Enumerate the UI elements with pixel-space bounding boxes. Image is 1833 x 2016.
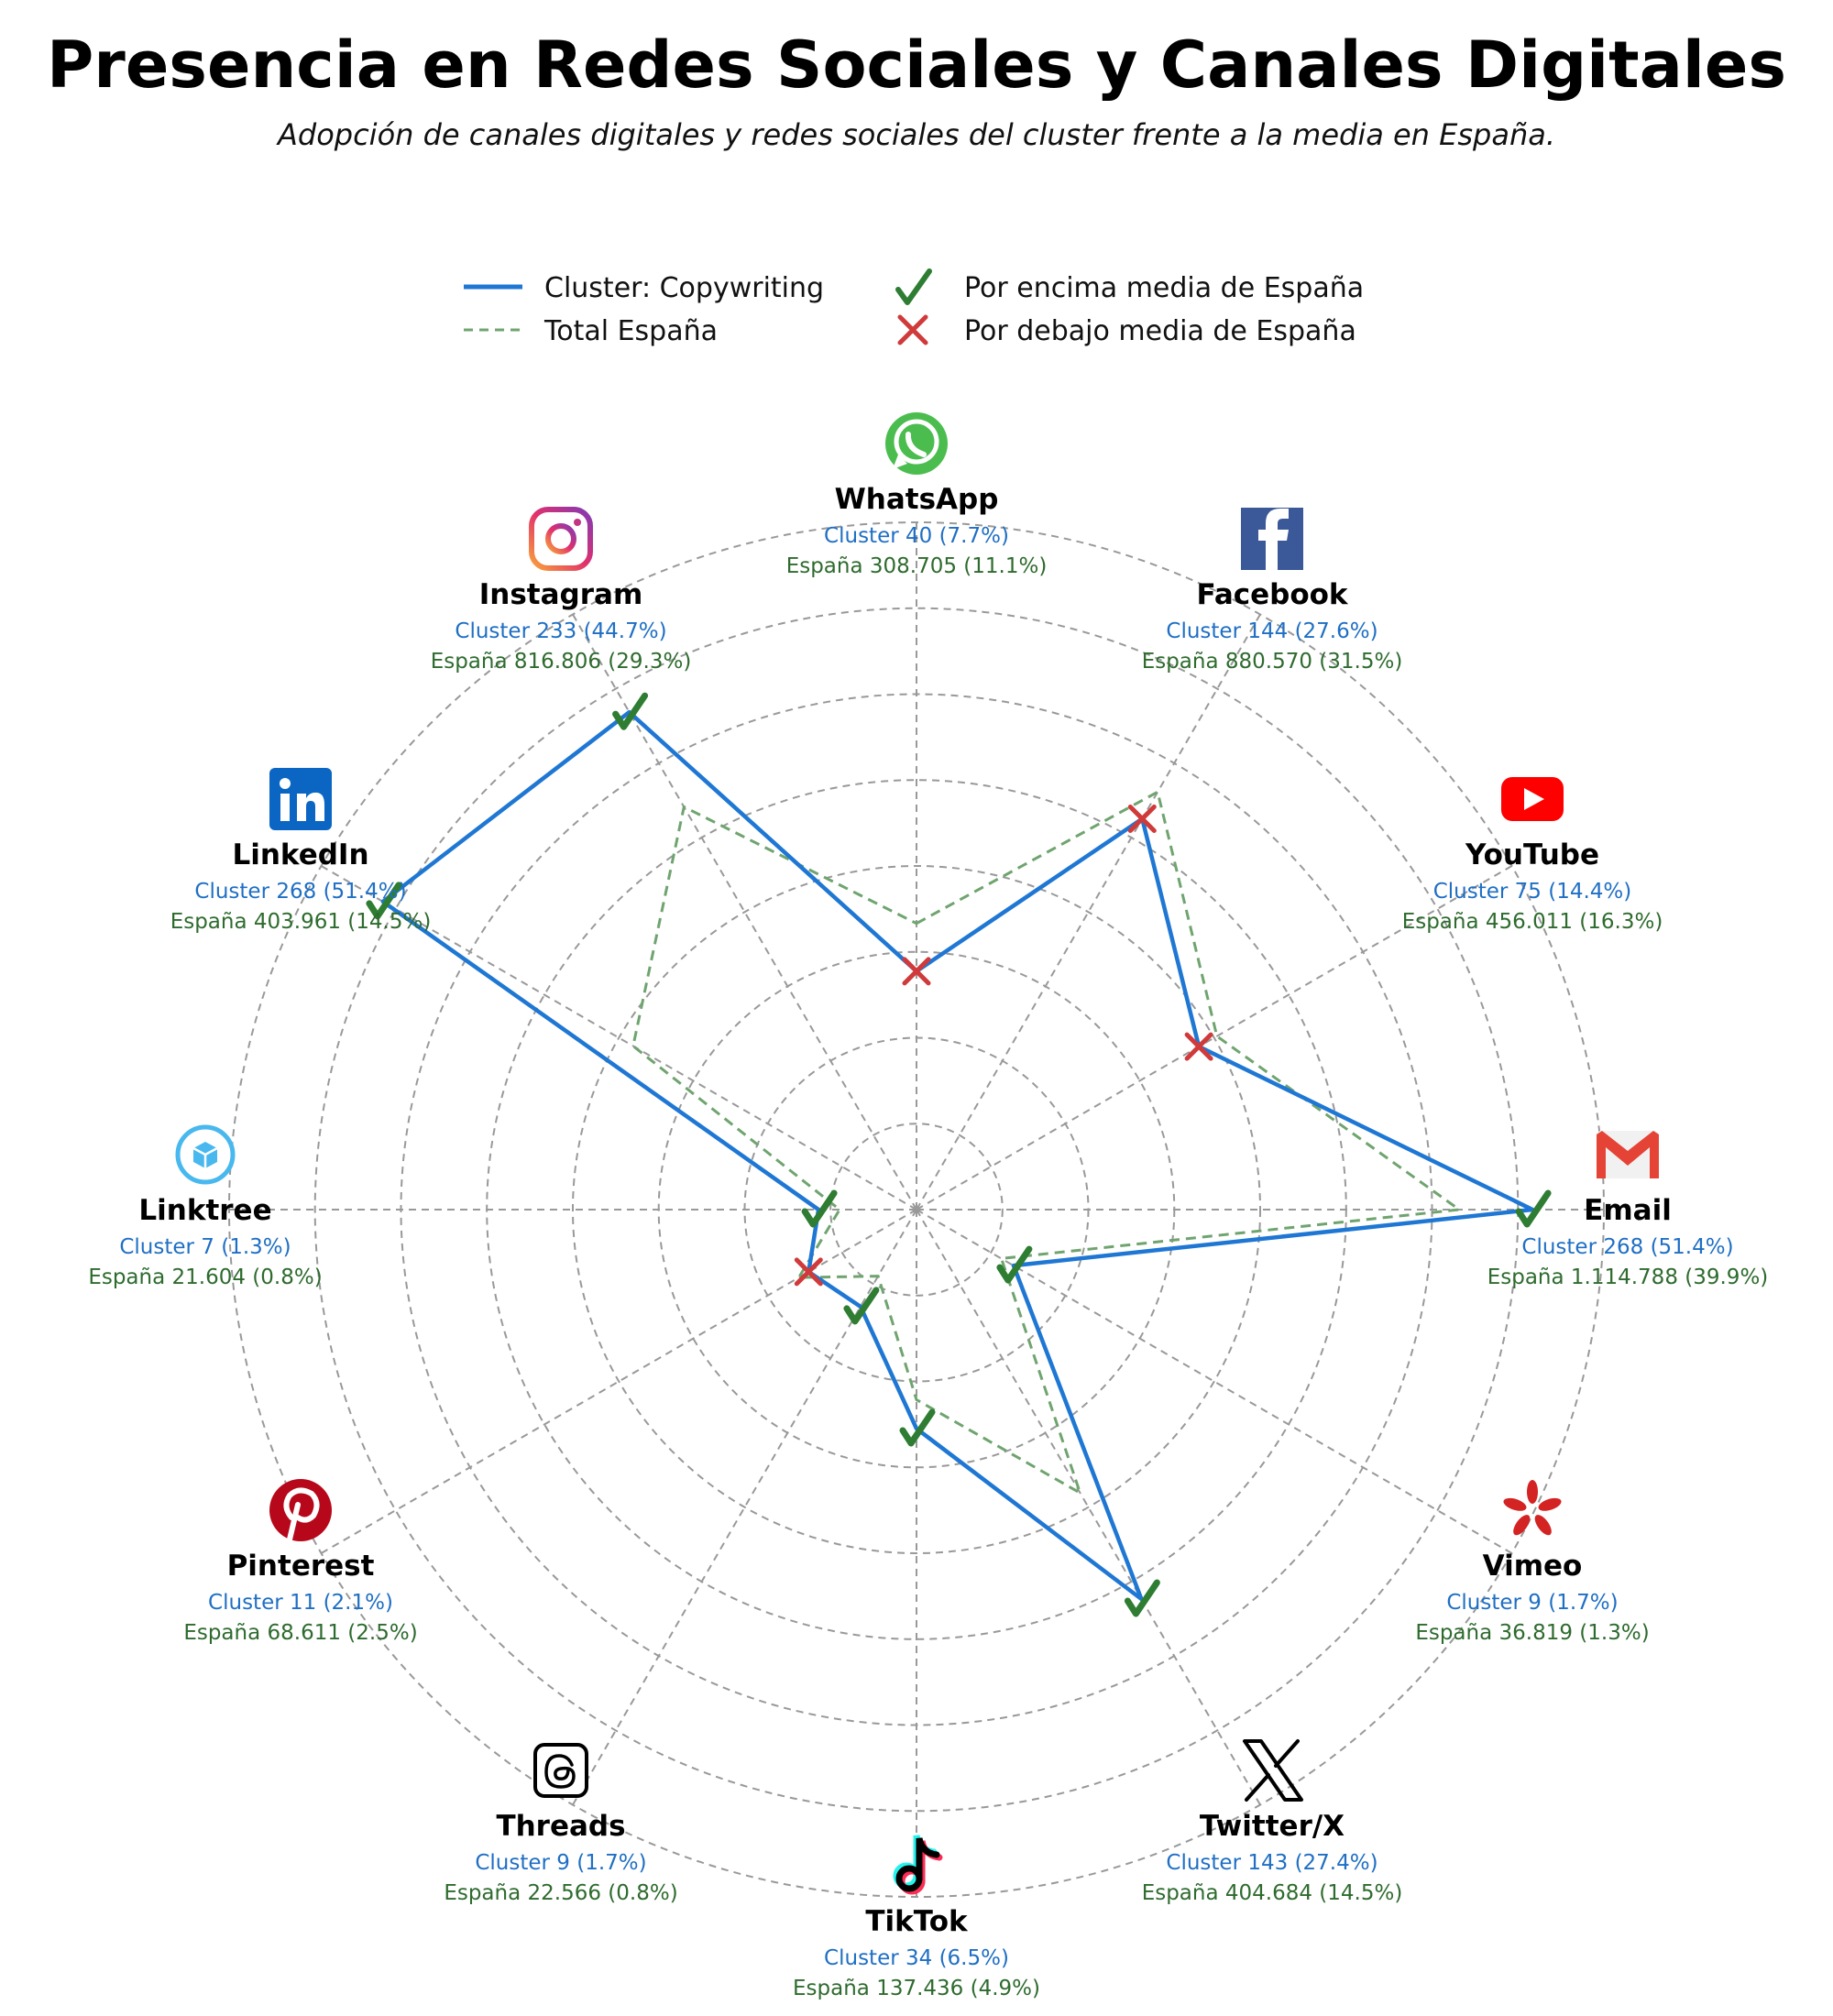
series-line-cluster [383, 712, 1532, 1599]
axis-label-group [183, 1479, 417, 1645]
radar-grid [226, 522, 1604, 1897]
axis-label-group [1415, 1480, 1649, 1645]
radar-series [383, 712, 1532, 1599]
spain-value-label: España 68.611 (2.5%) [183, 1621, 418, 1645]
axis-label: Threads [496, 1810, 626, 1843]
axis-label-group [1142, 1741, 1403, 1905]
axis-label: Pinterest [226, 1550, 375, 1583]
cluster-value-label: Cluster 268 (51.4%) [1521, 1235, 1734, 1259]
legend-cluster-label: Cluster: Copywriting [544, 272, 825, 304]
axis-label: LinkedIn [232, 838, 369, 871]
vimeo-icon [1502, 1480, 1563, 1538]
chart-subtitle: Adopción de canales digitales y redes sociales del cluster frente a la media en España. [277, 117, 1555, 152]
axis-label: Email [1584, 1194, 1672, 1227]
spain-value-label: España 880.570 (31.5%) [1141, 650, 1403, 674]
cluster-value-label: Cluster 268 (51.4%) [194, 880, 407, 904]
legend [464, 271, 1364, 347]
youtube-icon [1501, 777, 1564, 821]
axis-label-group [88, 1127, 322, 1289]
spain-value-label: España 816.806 (29.3%) [430, 650, 692, 674]
threads-icon [535, 1745, 587, 1796]
legend-above-check-icon [898, 271, 929, 302]
cluster-value-label: Cluster 11 (2.1%) [208, 1591, 393, 1615]
legend-below-label: Por debajo media de España [964, 315, 1356, 347]
axis-label: TikTok [865, 1905, 968, 1938]
pinterest-icon [269, 1479, 332, 1541]
legend-spain-label: Total España [544, 315, 719, 347]
cluster-value-label: Cluster 75 (14.4%) [1432, 880, 1632, 904]
axis-labels [88, 412, 1768, 2000]
series-line-total-espana [633, 792, 1459, 1493]
comparison-markers [369, 696, 1548, 1614]
spain-value-label: España 22.566 (0.8%) [444, 1881, 678, 1905]
facebook-icon [1241, 508, 1303, 570]
axis-label: YouTube [1465, 838, 1599, 871]
cluster-value-label: Cluster 9 (1.7%) [475, 1851, 647, 1875]
spain-value-label: España 137.436 (4.9%) [793, 1977, 1040, 2000]
spain-value-label: España 1.114.788 (39.9%) [1487, 1265, 1769, 1289]
axis-label: Instagram [478, 578, 643, 611]
cluster-value-label: Cluster 233 (44.7%) [455, 619, 667, 643]
spain-value-label: España 308.705 (11.1%) [785, 554, 1048, 578]
axis-label: WhatsApp [834, 483, 999, 516]
axis-label: Facebook [1196, 578, 1348, 611]
axis-label-group [1142, 508, 1403, 674]
twitter-x-icon [1245, 1741, 1301, 1800]
axis-label: Vimeo [1482, 1550, 1583, 1583]
legend-below-cross-icon [900, 317, 926, 343]
spain-value-label: España 456.011 (16.3%) [1401, 910, 1663, 934]
spain-value-label: España 404.684 (14.5%) [1141, 1881, 1403, 1905]
legend-above-label: Por encima media de España [964, 272, 1365, 304]
spain-value-label: España 403.961 (14.5%) [170, 910, 432, 934]
cluster-value-label: Cluster 143 (27.4%) [1166, 1851, 1378, 1875]
cluster-value-label: Cluster 40 (7.7%) [824, 524, 1009, 548]
axis-label: Linktree [138, 1194, 272, 1227]
tiktok-icon [896, 1835, 939, 1891]
spain-value-label: España 21.604 (0.8%) [88, 1265, 323, 1289]
email-icon [1597, 1131, 1659, 1178]
linktree-icon [178, 1127, 233, 1182]
axis-label-group [1402, 777, 1663, 934]
cluster-value-label: Cluster 7 (1.3%) [119, 1235, 291, 1259]
spain-value-label: España 36.819 (1.3%) [1415, 1621, 1650, 1645]
cluster-value-label: Cluster 9 (1.7%) [1446, 1591, 1619, 1615]
cluster-value-label: Cluster 144 (27.6%) [1166, 619, 1378, 643]
axis-label: Twitter/X [1199, 1810, 1345, 1843]
axis-label-group [431, 509, 692, 674]
axis-label-group [793, 1835, 1040, 2000]
axis-label-group [444, 1745, 677, 1905]
chart-title: Presencia en Redes Sociales y Canales Digitales [47, 27, 1786, 103]
instagram-icon [532, 509, 590, 568]
whatsapp-icon [885, 412, 948, 475]
cluster-value-label: Cluster 34 (6.5%) [824, 1946, 1009, 1970]
linkedin-icon [269, 768, 332, 830]
